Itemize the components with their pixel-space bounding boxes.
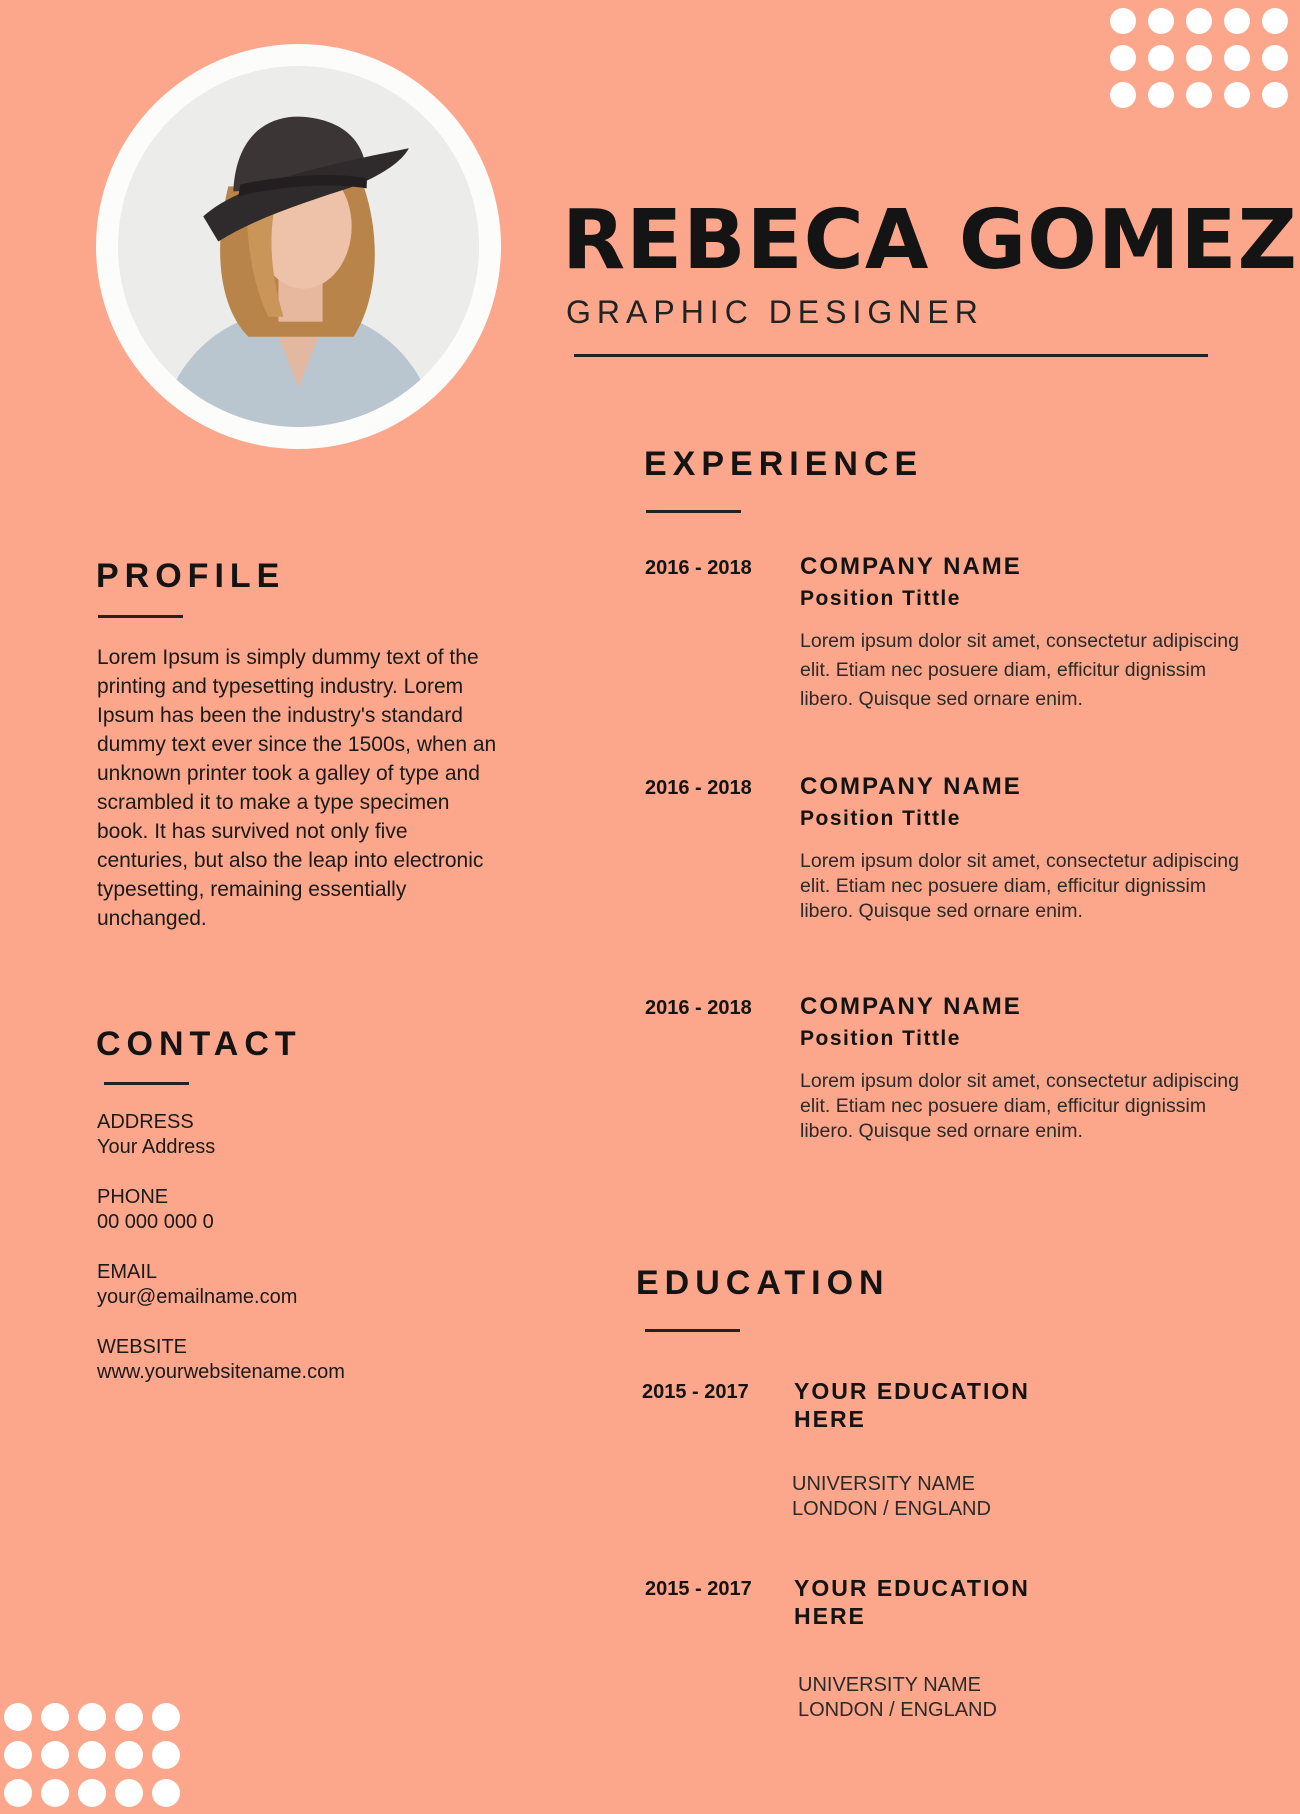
education-institution xyxy=(798,1673,997,1723)
job-description: Lorem ipsum dolor sit amet, consectetur adipiscing elit. Etiam nec posuere diam, efficitur dignissim libero. Quisque sed ornare enim. xyxy=(800,1070,1239,1142)
contact-value: Your Address xyxy=(97,1136,216,1158)
job-description: Lorem ipsum dolor sit amet, consectetur adipiscing elit. Etiam nec posuere diam, efficitur dignissim libero. Quisque sed ornare enim. xyxy=(800,850,1239,922)
profile-heading: PROFILE xyxy=(96,557,286,595)
job-company: COMPANY NAME xyxy=(800,993,1022,1020)
profile-heading-rule xyxy=(98,615,183,618)
university-location: LONDON / ENGLAND xyxy=(792,1498,991,1520)
job-position: Position Tittle xyxy=(800,1027,961,1050)
decorative-dots-bottom-left xyxy=(4,1703,180,1807)
education-date: 2015 - 2017 xyxy=(645,1578,752,1600)
experience-heading-rule xyxy=(646,510,741,513)
contact-label: ADDRESS xyxy=(97,1111,194,1133)
contact-phone xyxy=(97,1185,214,1235)
job-date: 2016 - 2018 xyxy=(645,997,752,1019)
education-institution xyxy=(792,1472,991,1522)
university-name: UNIVERSITY NAME xyxy=(792,1473,975,1495)
contact-email xyxy=(97,1260,297,1310)
contact-heading-rule xyxy=(104,1082,189,1085)
candidate-role: GRAPHIC DESIGNER xyxy=(566,294,984,330)
contact-heading: CONTACT xyxy=(96,1025,302,1063)
university-name: UNIVERSITY NAME xyxy=(798,1674,981,1696)
profile-photo xyxy=(118,66,479,427)
portrait-illustration xyxy=(118,66,479,427)
education-title: YOUR EDUCATION HERE xyxy=(794,1575,1030,1629)
job-date: 2016 - 2018 xyxy=(645,777,752,799)
job-company: COMPANY NAME xyxy=(800,773,1022,800)
job-position: Position Tittle xyxy=(800,807,961,830)
contact-value: www.yourwebsitename.com xyxy=(97,1361,345,1383)
job-description: Lorem ipsum dolor sit amet, consectetur adipiscing elit. Etiam nec posuere diam, efficitur dignissim libero. Quisque sed ornare enim. xyxy=(800,630,1239,710)
contact-value: 00 000 000 0 xyxy=(97,1211,214,1233)
contact-label: WEBSITE xyxy=(97,1336,188,1358)
decorative-dots-top-right xyxy=(1110,8,1288,108)
education-heading-rule xyxy=(645,1329,740,1332)
contact-label: EMAIL xyxy=(97,1261,158,1283)
education-heading: EDUCATION xyxy=(636,1264,890,1302)
job-position: Position Tittle xyxy=(800,587,961,610)
candidate-name: REBECA GOMEZ xyxy=(562,193,1298,288)
education-title: YOUR EDUCATION HERE xyxy=(794,1378,1030,1432)
job-date: 2016 - 2018 xyxy=(645,557,752,579)
header-divider xyxy=(574,354,1208,357)
experience-heading: EXPERIENCE xyxy=(644,445,924,483)
job-company: COMPANY NAME xyxy=(800,553,1022,580)
profile-photo-frame xyxy=(96,44,501,449)
university-location: LONDON / ENGLAND xyxy=(798,1699,997,1721)
education-date: 2015 - 2017 xyxy=(642,1381,749,1403)
profile-text: Lorem Ipsum is simply dummy text of the printing and typesetting industry. Lorem Ipsum has been the industry's standard dummy text ever since the 1500s, when an unknown printer took a galley of type and scrambled it to make a type specimen book. It has survived not only five centuries, but also the leap into electronic typesetting, remaining essentially unchanged. xyxy=(97,646,497,930)
contact-website xyxy=(97,1335,345,1385)
contact-value: your@emailname.com xyxy=(97,1286,298,1308)
contact-address xyxy=(97,1110,215,1160)
contact-label: PHONE xyxy=(97,1186,169,1208)
